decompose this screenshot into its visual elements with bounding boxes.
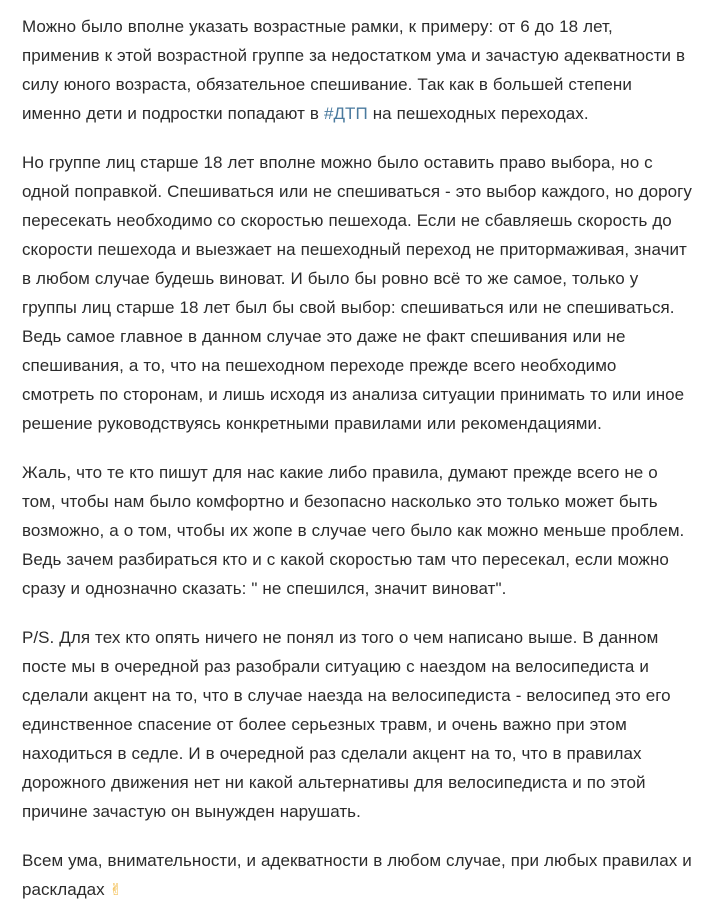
victory-hand-emoji: ✌ (109, 880, 122, 899)
hashtag-link-dtp[interactable]: #ДТП (323, 104, 368, 123)
post-paragraph-5 (22, 846, 693, 904)
post-paragraph-4: P/S. Для тех кто опять ничего не понял из того о чем написано выше. В данном посте мы в очередной раз разобрали ситуацию с наездом на велосипедиста и сделали акцент на то, что в случае наезда на велосипедиста - велосипед это его единственное спасение от более серьезных травм, и очень важно при этом находиться в седле. И в очередной раз сделали акцент на то, что в правилах дорожного движения нет ни какой альтернативы для велосипедиста и по этой причине зачастую он вынужден нарушать. (22, 628, 671, 821)
paragraph-5-text: Всем ума, внимательности, и адекватности в любом случае, при любых правилах и раскладах (22, 851, 692, 899)
post-paragraph-1 (22, 12, 693, 128)
paragraph-1-text-before-link: Можно было вполне указать возрастные рамки, к примеру: от 6 до 18 лет, применив к этой возрастной группе за недостатком ума и зачастую адекватности в силу юного возраста, обязательное спешивание. Так как в большей степени именно дети и подростки попадают в (22, 17, 686, 123)
post-paragraph-2: Но группе лиц старше 18 лет вполне можно было оставить право выбора, но с одной поправкой. Спешиваться или не спешиваться - это выбор каждого, но дорогу пересекать необходимо со скоростью пешехода. Если не сбавляешь скорость до скорости пешехода и выезжает на пешеходный переход не притормаживая, значит в любом случае будешь виноват. И было бы ровно всё то же самое, только у группы лиц старше 18 лет был бы свой выбор: спешиваться или не спешиваться. Ведь самое главное в данном случае это даже не факт спешивания или не спешивания, а то, что на пешеходном переходе прежде всего необходимо смотреть по сторонам, и лишь исходя из анализа ситуации принимать то или иное решение руководствуясь конкретными правилами или рекомендациями. (22, 153, 692, 433)
paragraph-1-text-after-link: на пешеходных переходах. (367, 104, 589, 123)
post-paragraph-3: Жаль, что те кто пишут для нас какие либо правила, думают прежде всего не о том, чтобы нам было комфортно и безопасно насколько это только может быть возможно, а о том, чтобы их жопе в случае чего было как можно меньше проблем. Ведь зачем разбираться кто и с какой скоростью там что пересекал, если можно сразу и однозначно сказать: " не спешился, значит виноват". (22, 463, 685, 598)
